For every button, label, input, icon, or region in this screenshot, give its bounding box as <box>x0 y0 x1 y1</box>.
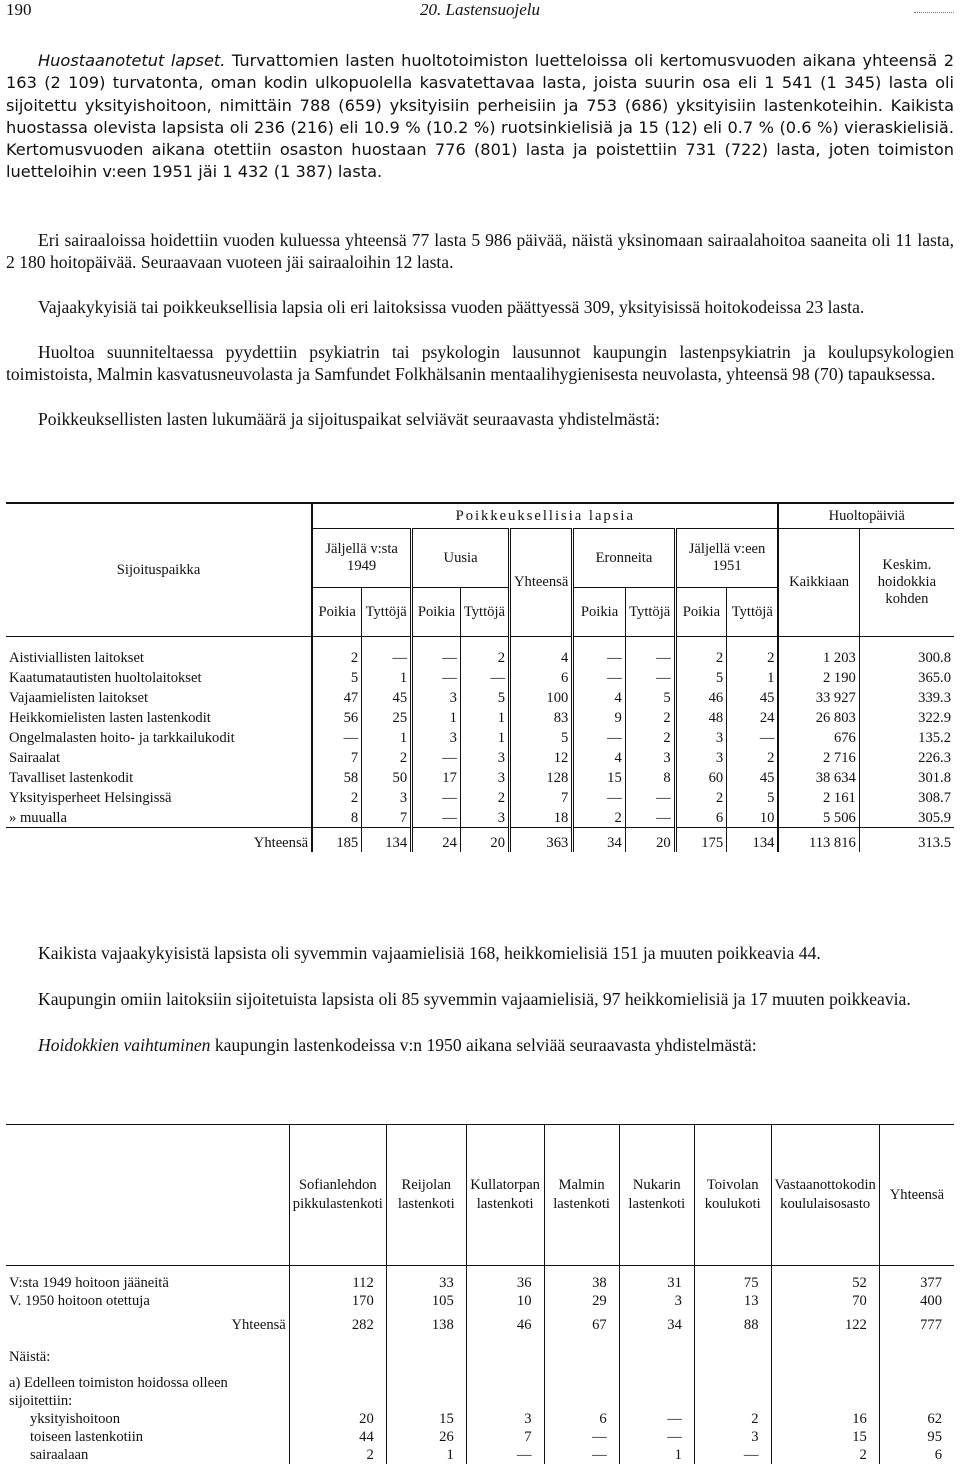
cell-total: 12 <box>510 747 573 767</box>
sub-girls: Tyttöjä <box>727 588 779 637</box>
row-label: Yhteensä <box>231 1317 286 1333</box>
cell-total: 6 <box>510 667 573 687</box>
paragraph-lead: Huostaanotetut lapset. <box>38 51 226 70</box>
cell-remaining-1949-girls: 45 <box>362 687 412 707</box>
cell-remaining-1949-boys: — <box>312 727 362 747</box>
cell-new-boys: 17 <box>412 767 461 787</box>
cell-empty <box>544 1374 619 1410</box>
sub-boys: Poikia <box>675 588 727 637</box>
cell-new-girls: 2 <box>460 647 509 667</box>
cell-value: 2 <box>771 1446 879 1464</box>
cell-value: 44 <box>289 1428 386 1446</box>
cell-total: 128 <box>510 767 573 787</box>
cell-new-girls: 3 <box>460 767 509 787</box>
total-label: Yhteensä <box>6 828 312 853</box>
row-label: Sairaalat <box>9 750 61 766</box>
cell-value: — <box>466 1446 544 1464</box>
sub-girls: Tyttöjä <box>625 588 675 637</box>
cell-left-girls: 8 <box>625 767 675 787</box>
cell-left-boys: 9 <box>573 707 625 727</box>
table-row <box>6 1292 954 1310</box>
total-remaining-1951-boys: 175 <box>675 828 727 853</box>
table-row <box>6 747 954 767</box>
cell-left-girls: 5 <box>625 687 675 707</box>
cell-value: 75 <box>694 1274 771 1292</box>
row-label: Tavalliset lastenkodit <box>9 770 134 786</box>
table-row <box>6 667 954 687</box>
cell-value: — <box>544 1446 619 1464</box>
cell-left-boys: 4 <box>573 687 625 707</box>
paragraph-intro-table2 <box>6 1034 954 1056</box>
naista-row <box>6 1340 954 1374</box>
cell-left-girls: 3 <box>625 747 675 767</box>
sub-boys: Poikia <box>312 588 362 637</box>
row-label: Näistä: <box>9 1349 51 1365</box>
cell-days-average: 308.7 <box>859 787 954 807</box>
cell-empty <box>619 1374 694 1410</box>
cell-remaining-1951-boys: 3 <box>675 747 727 767</box>
cell-remaining-1949-boys: 8 <box>312 807 362 828</box>
cell-days-total: 2 190 <box>778 667 859 687</box>
cell-days-total: 33 927 <box>778 687 859 707</box>
row-label: toiseen lastenkotiin <box>30 1429 144 1445</box>
cell-value: — <box>619 1410 694 1428</box>
col-home-6: Toivolan koulukoti <box>694 1125 771 1266</box>
cell-remaining-1949-boys: 2 <box>312 647 362 667</box>
cell-empty <box>879 1340 954 1374</box>
cell-value: 170 <box>289 1292 386 1310</box>
cell-value: 400 <box>879 1292 954 1310</box>
cell-value: 20 <box>289 1410 386 1428</box>
cell-left-boys: 15 <box>573 767 625 787</box>
cell-remaining-1949-boys: 2 <box>312 787 362 807</box>
cell-value: 88 <box>694 1310 771 1340</box>
table-row <box>6 807 954 828</box>
row-label: V:sta 1949 hoitoon jääneitä <box>9 1275 169 1291</box>
cell-days-average: 135.2 <box>859 727 954 747</box>
col-remaining-1949: Jäljellä v:sta 1949 <box>312 529 412 588</box>
table-row <box>6 647 954 667</box>
cell-days-total: 1 203 <box>778 647 859 667</box>
stub-header-empty <box>6 1125 289 1266</box>
cell-empty <box>544 1340 619 1374</box>
row-label: Yksityisperheet Helsingissä <box>9 790 172 806</box>
table2-body <box>6 1266 954 1465</box>
cell-total: 100 <box>510 687 573 707</box>
cell-remaining-1949-boys: 58 <box>312 767 362 787</box>
cell-remaining-1949-girls: 1 <box>362 667 412 687</box>
cell-remaining-1951-girls: 45 <box>727 687 779 707</box>
cell-value: 26 <box>386 1428 466 1446</box>
total-days-total: 113 816 <box>778 828 859 853</box>
group-header-days: Huoltopäiviä <box>778 503 954 529</box>
total-new-girls: 20 <box>460 828 509 853</box>
cell-remaining-1951-boys: 46 <box>675 687 727 707</box>
cell-empty <box>386 1340 466 1374</box>
cell-remaining-1949-girls: 50 <box>362 767 412 787</box>
row-label: Ongelmalasten hoito- ja tarkkailukodit <box>9 730 235 746</box>
cell-remaining-1949-girls: 1 <box>362 727 412 747</box>
cell-value: 33 <box>386 1274 466 1292</box>
paragraph-text: kaupungin lastenkodeissa v:n 1950 aikana selviää seuraavasta yhdistelmästä: <box>210 1035 757 1055</box>
table-row <box>6 1410 954 1428</box>
row-label: Kaatumatautisten huoltolaitokset <box>9 670 202 686</box>
col-home-5: Nukarin lastenkoti <box>619 1125 694 1266</box>
table-row <box>6 707 954 727</box>
cell-new-boys: — <box>412 647 461 667</box>
cell-value: 31 <box>619 1274 694 1292</box>
cell-value: 10 <box>466 1292 544 1310</box>
cell-value: 67 <box>544 1310 619 1340</box>
cell-value: 15 <box>771 1428 879 1446</box>
header-rule <box>914 12 954 13</box>
cell-value: 282 <box>289 1310 386 1340</box>
cell-days-average: 301.8 <box>859 767 954 787</box>
col-all-days: Kaikkiaan <box>778 529 859 637</box>
cell-remaining-1951-girls: 2 <box>727 647 779 667</box>
cell-empty <box>289 1374 386 1410</box>
cell-value: 62 <box>879 1410 954 1428</box>
cell-total: 7 <box>510 787 573 807</box>
cell-remaining-1949-boys: 47 <box>312 687 362 707</box>
cell-value: 2 <box>694 1410 771 1428</box>
cell-empty <box>694 1374 771 1410</box>
col-new: Uusia <box>412 529 510 588</box>
table-exceptional-children <box>6 502 954 852</box>
cell-value: 36 <box>466 1274 544 1292</box>
cell-remaining-1951-girls: — <box>727 727 779 747</box>
cell-value: 1 <box>619 1446 694 1464</box>
cell-value: 46 <box>466 1310 544 1340</box>
cell-left-boys: — <box>573 787 625 807</box>
cell-new-boys: 3 <box>412 687 461 707</box>
cell-value: 34 <box>619 1310 694 1340</box>
paragraph-disabled: Vajaakykyisiä tai poikkeuksellisia lapsia oli eri laitoksissa vuoden päättyessä 309, yksityisissä hoitokodeissa 23 lasta. <box>38 297 865 317</box>
cell-empty <box>386 1374 466 1410</box>
cell-new-boys: 1 <box>412 707 461 727</box>
table-total-row <box>6 828 954 853</box>
paragraph-lead: Hoidokkien vaihtuminen <box>38 1035 211 1055</box>
row-label: a) Edelleen toimiston hoidossa olleen sijoitettiin: <box>9 1375 228 1409</box>
cell-new-girls: 5 <box>460 687 509 707</box>
cell-days-total: 26 803 <box>778 707 859 727</box>
cell-value: 377 <box>879 1274 954 1292</box>
cell-left-boys: — <box>573 647 625 667</box>
cell-days-average: 322.9 <box>859 707 954 727</box>
table-total-row <box>6 1310 954 1340</box>
table-row <box>6 1274 954 1292</box>
cell-left-girls: — <box>625 647 675 667</box>
cell-remaining-1951-boys: 48 <box>675 707 727 727</box>
cell-new-girls: 1 <box>460 727 509 747</box>
table-children-homes <box>6 1124 954 1464</box>
cell-value: 777 <box>879 1310 954 1340</box>
cell-remaining-1949-boys: 56 <box>312 707 362 727</box>
cell-remaining-1951-girls: 10 <box>727 807 779 828</box>
cell-remaining-1951-girls: 2 <box>727 747 779 767</box>
cell-remaining-1951-boys: 2 <box>675 647 727 667</box>
col-home-3: Kullatorpan lastenkoti <box>466 1125 544 1266</box>
cell-value: 138 <box>386 1310 466 1340</box>
paragraph-disabled-breakdown: Kaikista vajaakykyisistä lapsista oli syvemmin vajaamielisiä 168, heikkomielisiä 151 ja muuten poikkeavia 44. <box>38 943 821 963</box>
cell-left-boys: — <box>573 667 625 687</box>
table-row <box>6 1428 954 1446</box>
table-row <box>6 687 954 707</box>
cell-remaining-1951-boys: 3 <box>675 727 727 747</box>
row-label: Aistiviallisten laitokset <box>9 650 144 666</box>
cell-remaining-1949-girls: — <box>362 647 412 667</box>
cell-value: 95 <box>879 1428 954 1446</box>
running-header <box>6 0 954 22</box>
total-total: 363 <box>510 828 573 853</box>
cell-remaining-1951-girls: 1 <box>727 667 779 687</box>
cell-total: 4 <box>510 647 573 667</box>
col-left: Eronneita <box>573 529 675 588</box>
cell-empty <box>771 1340 879 1374</box>
cell-remaining-1949-girls: 3 <box>362 787 412 807</box>
cell-empty <box>466 1340 544 1374</box>
cell-empty <box>879 1374 954 1410</box>
total-remaining-1949-boys: 185 <box>312 828 362 853</box>
cell-new-boys: — <box>412 667 461 687</box>
row-label: V. 1950 hoitoon otettuja <box>9 1293 150 1309</box>
cell-days-average: 300.8 <box>859 647 954 667</box>
group-header-children: Poikkeuksellisia lapsia <box>312 503 778 529</box>
table-row <box>6 727 954 747</box>
cell-remaining-1951-boys: 6 <box>675 807 727 828</box>
paragraph-text: Turvattomien lasten huoltotoimiston luetteloissa oli kertomusvuoden aikana yhteensä 2 163 (2 109) turvatonta, oman kodin ulkopuolella kasvatettavaa lasta, joista suurin osa eli 1 541 (1 345) lasta oli sijoitettu yksityishoitoon, nimittäin 788 (659) yksityisiin perheisiin ja 753 (686) yksityisiin lastenkoteihin. Kaikista huostassa olevista lapsista oli 236 (216) eli 10.9 % (10.2 %) ruotsinkielisiä ja 15 (12) eli 0.7 % (0.6 %) vieraskielisiä. Kertomusvuoden aikana otettiin osaston huostaan 776 (801) lasta ja poistettiin 731 (722) lasta, joten toimiston luetteloihin v:een 1951 jäi 1 432 (1 387) lasta. <box>6 51 954 182</box>
total-remaining-1951-girls: 134 <box>727 828 779 853</box>
total-left-girls: 20 <box>625 828 675 853</box>
cell-days-average: 226.3 <box>859 747 954 767</box>
sub-girls: Tyttöjä <box>362 588 412 637</box>
cell-value: 3 <box>466 1410 544 1428</box>
total-remaining-1949-girls: 134 <box>362 828 412 853</box>
cell-remaining-1949-girls: 7 <box>362 807 412 828</box>
cell-remaining-1949-girls: 2 <box>362 747 412 767</box>
cell-value: 52 <box>771 1274 879 1292</box>
cell-value: 16 <box>771 1410 879 1428</box>
section-title: 20. Lastensuojelu <box>420 0 540 19</box>
row-label: » muualla <box>9 810 67 826</box>
col-home-4: Malmin lastenkoti <box>544 1125 619 1266</box>
cell-new-boys: — <box>412 787 461 807</box>
cell-left-boys: — <box>573 727 625 747</box>
cell-remaining-1951-boys: 5 <box>675 667 727 687</box>
col-total: Yhteensä <box>510 529 573 637</box>
cell-value: 15 <box>386 1410 466 1428</box>
paragraph-intro-table1: Poikkeuksellisten lasten lukumäärä ja sijoituspaikat selviävät seuraavasta yhdistelmästä: <box>38 409 660 429</box>
cell-value: 70 <box>771 1292 879 1310</box>
cell-remaining-1951-girls: 24 <box>727 707 779 727</box>
cell-value: 6 <box>879 1446 954 1464</box>
cell-days-average: 305.9 <box>859 807 954 828</box>
total-days-average: 313.5 <box>859 828 954 853</box>
cell-new-boys: 3 <box>412 727 461 747</box>
cell-left-boys: 4 <box>573 747 625 767</box>
cell-value: 2 <box>289 1446 386 1464</box>
cell-remaining-1951-boys: 2 <box>675 787 727 807</box>
cell-left-girls: — <box>625 787 675 807</box>
cell-empty <box>289 1340 386 1374</box>
cell-value: 29 <box>544 1292 619 1310</box>
cell-value: — <box>544 1428 619 1446</box>
cell-new-boys: — <box>412 807 461 828</box>
row-label: sairaalaan <box>30 1447 89 1463</box>
cell-value: 3 <box>619 1292 694 1310</box>
paragraph-own-institutions: Kaupungin omiin laitoksiin sijoitetuista lapsista oli 85 syvemmin vajaamielisiä, 97 heikkomielisiä ja 17 muuten poikkeavia. <box>38 989 911 1009</box>
cell-new-girls: — <box>460 667 509 687</box>
cell-value: — <box>619 1428 694 1446</box>
cell-value: 13 <box>694 1292 771 1310</box>
sub-boys: Poikia <box>573 588 625 637</box>
cell-value: 3 <box>694 1428 771 1446</box>
sub-boys: Poikia <box>412 588 461 637</box>
cell-empty <box>619 1340 694 1374</box>
cell-new-girls: 3 <box>460 747 509 767</box>
cell-new-boys: — <box>412 747 461 767</box>
sub-girls: Tyttöjä <box>460 588 509 637</box>
table-row <box>6 1446 954 1464</box>
cell-new-girls: 3 <box>460 807 509 828</box>
cell-remaining-1951-girls: 5 <box>727 787 779 807</box>
cell-days-average: 365.0 <box>859 667 954 687</box>
row-label: Heikkomielisten lasten lastenkodit <box>9 710 211 726</box>
cell-value: 122 <box>771 1310 879 1340</box>
cell-remaining-1949-boys: 5 <box>312 667 362 687</box>
total-new-boys: 24 <box>412 828 461 853</box>
cell-empty <box>466 1374 544 1410</box>
cell-new-girls: 2 <box>460 787 509 807</box>
stub-header: Sijoituspaikka <box>6 503 312 637</box>
cell-days-total: 2 161 <box>778 787 859 807</box>
cell-days-total: 676 <box>778 727 859 747</box>
cell-days-total: 5 506 <box>778 807 859 828</box>
table1-body <box>6 637 954 853</box>
table-row <box>6 767 954 787</box>
paragraph-huostaanotetut <box>6 50 954 184</box>
cell-days-total: 38 634 <box>778 767 859 787</box>
col-home-7: Vastaanottokodin koululaisosasto <box>771 1125 879 1266</box>
cell-value: — <box>694 1446 771 1464</box>
cell-value: 1 <box>386 1446 466 1464</box>
cell-left-boys: 2 <box>573 807 625 828</box>
col-total: Yhteensä <box>879 1125 954 1266</box>
cell-remaining-1951-girls: 45 <box>727 767 779 787</box>
cell-value: 6 <box>544 1410 619 1428</box>
col-remaining-1951: Jäljellä v:een 1951 <box>675 529 778 588</box>
cell-value: 38 <box>544 1274 619 1292</box>
subheading-row <box>6 1374 954 1410</box>
cell-left-girls: — <box>625 667 675 687</box>
cell-days-average: 339.3 <box>859 687 954 707</box>
paragraph-statements: Huoltoa suunniteltaessa pyydettiin psykiatrin tai psykologin lausunnot kaupungin lastenpsykiatrin ja koulupsykologien toimistoista, Malmin kasvatusneuvolasta ja Samfundet Folkhälsanin mentaalihygienisesta neuvolasta, yhteensä 98 (70) tapauksessa. <box>6 342 954 385</box>
col-home-1: Sofianlehdon pikkulastenkoti <box>289 1125 386 1266</box>
cell-total: 5 <box>510 727 573 747</box>
row-label: Vajaamielisten laitokset <box>9 690 149 706</box>
cell-remaining-1951-boys: 60 <box>675 767 727 787</box>
cell-new-girls: 1 <box>460 707 509 727</box>
cell-empty <box>771 1374 879 1410</box>
cell-days-total: 2 716 <box>778 747 859 767</box>
row-label: yksityishoitoon <box>30 1411 121 1427</box>
cell-remaining-1949-boys: 7 <box>312 747 362 767</box>
cell-total: 18 <box>510 807 573 828</box>
cell-value: 105 <box>386 1292 466 1310</box>
cell-empty <box>694 1340 771 1374</box>
cell-left-girls: 2 <box>625 707 675 727</box>
total-left-boys: 34 <box>573 828 625 853</box>
cell-total: 83 <box>510 707 573 727</box>
cell-value: 7 <box>466 1428 544 1446</box>
cell-left-girls: 2 <box>625 727 675 747</box>
page-number: 190 <box>6 0 32 19</box>
cell-left-girls: — <box>625 807 675 828</box>
col-avg-days: Keskim. hoidokkia kohden <box>859 529 954 637</box>
cell-value: 112 <box>289 1274 386 1292</box>
paragraph-hospitals: Eri sairaaloissa hoidettiin vuoden kuluessa yhteensä 77 lasta 5 986 päivää, näistä yksinomaan sairaalahoitoa saaneita oli 11 lasta, 2 180 hoitopäivää. Seuraavaan vuoteen jäi sairaaloihin 12 lasta. <box>6 230 954 273</box>
cell-remaining-1949-girls: 25 <box>362 707 412 727</box>
table-row <box>6 787 954 807</box>
col-home-2: Reijolan lastenkoti <box>386 1125 466 1266</box>
